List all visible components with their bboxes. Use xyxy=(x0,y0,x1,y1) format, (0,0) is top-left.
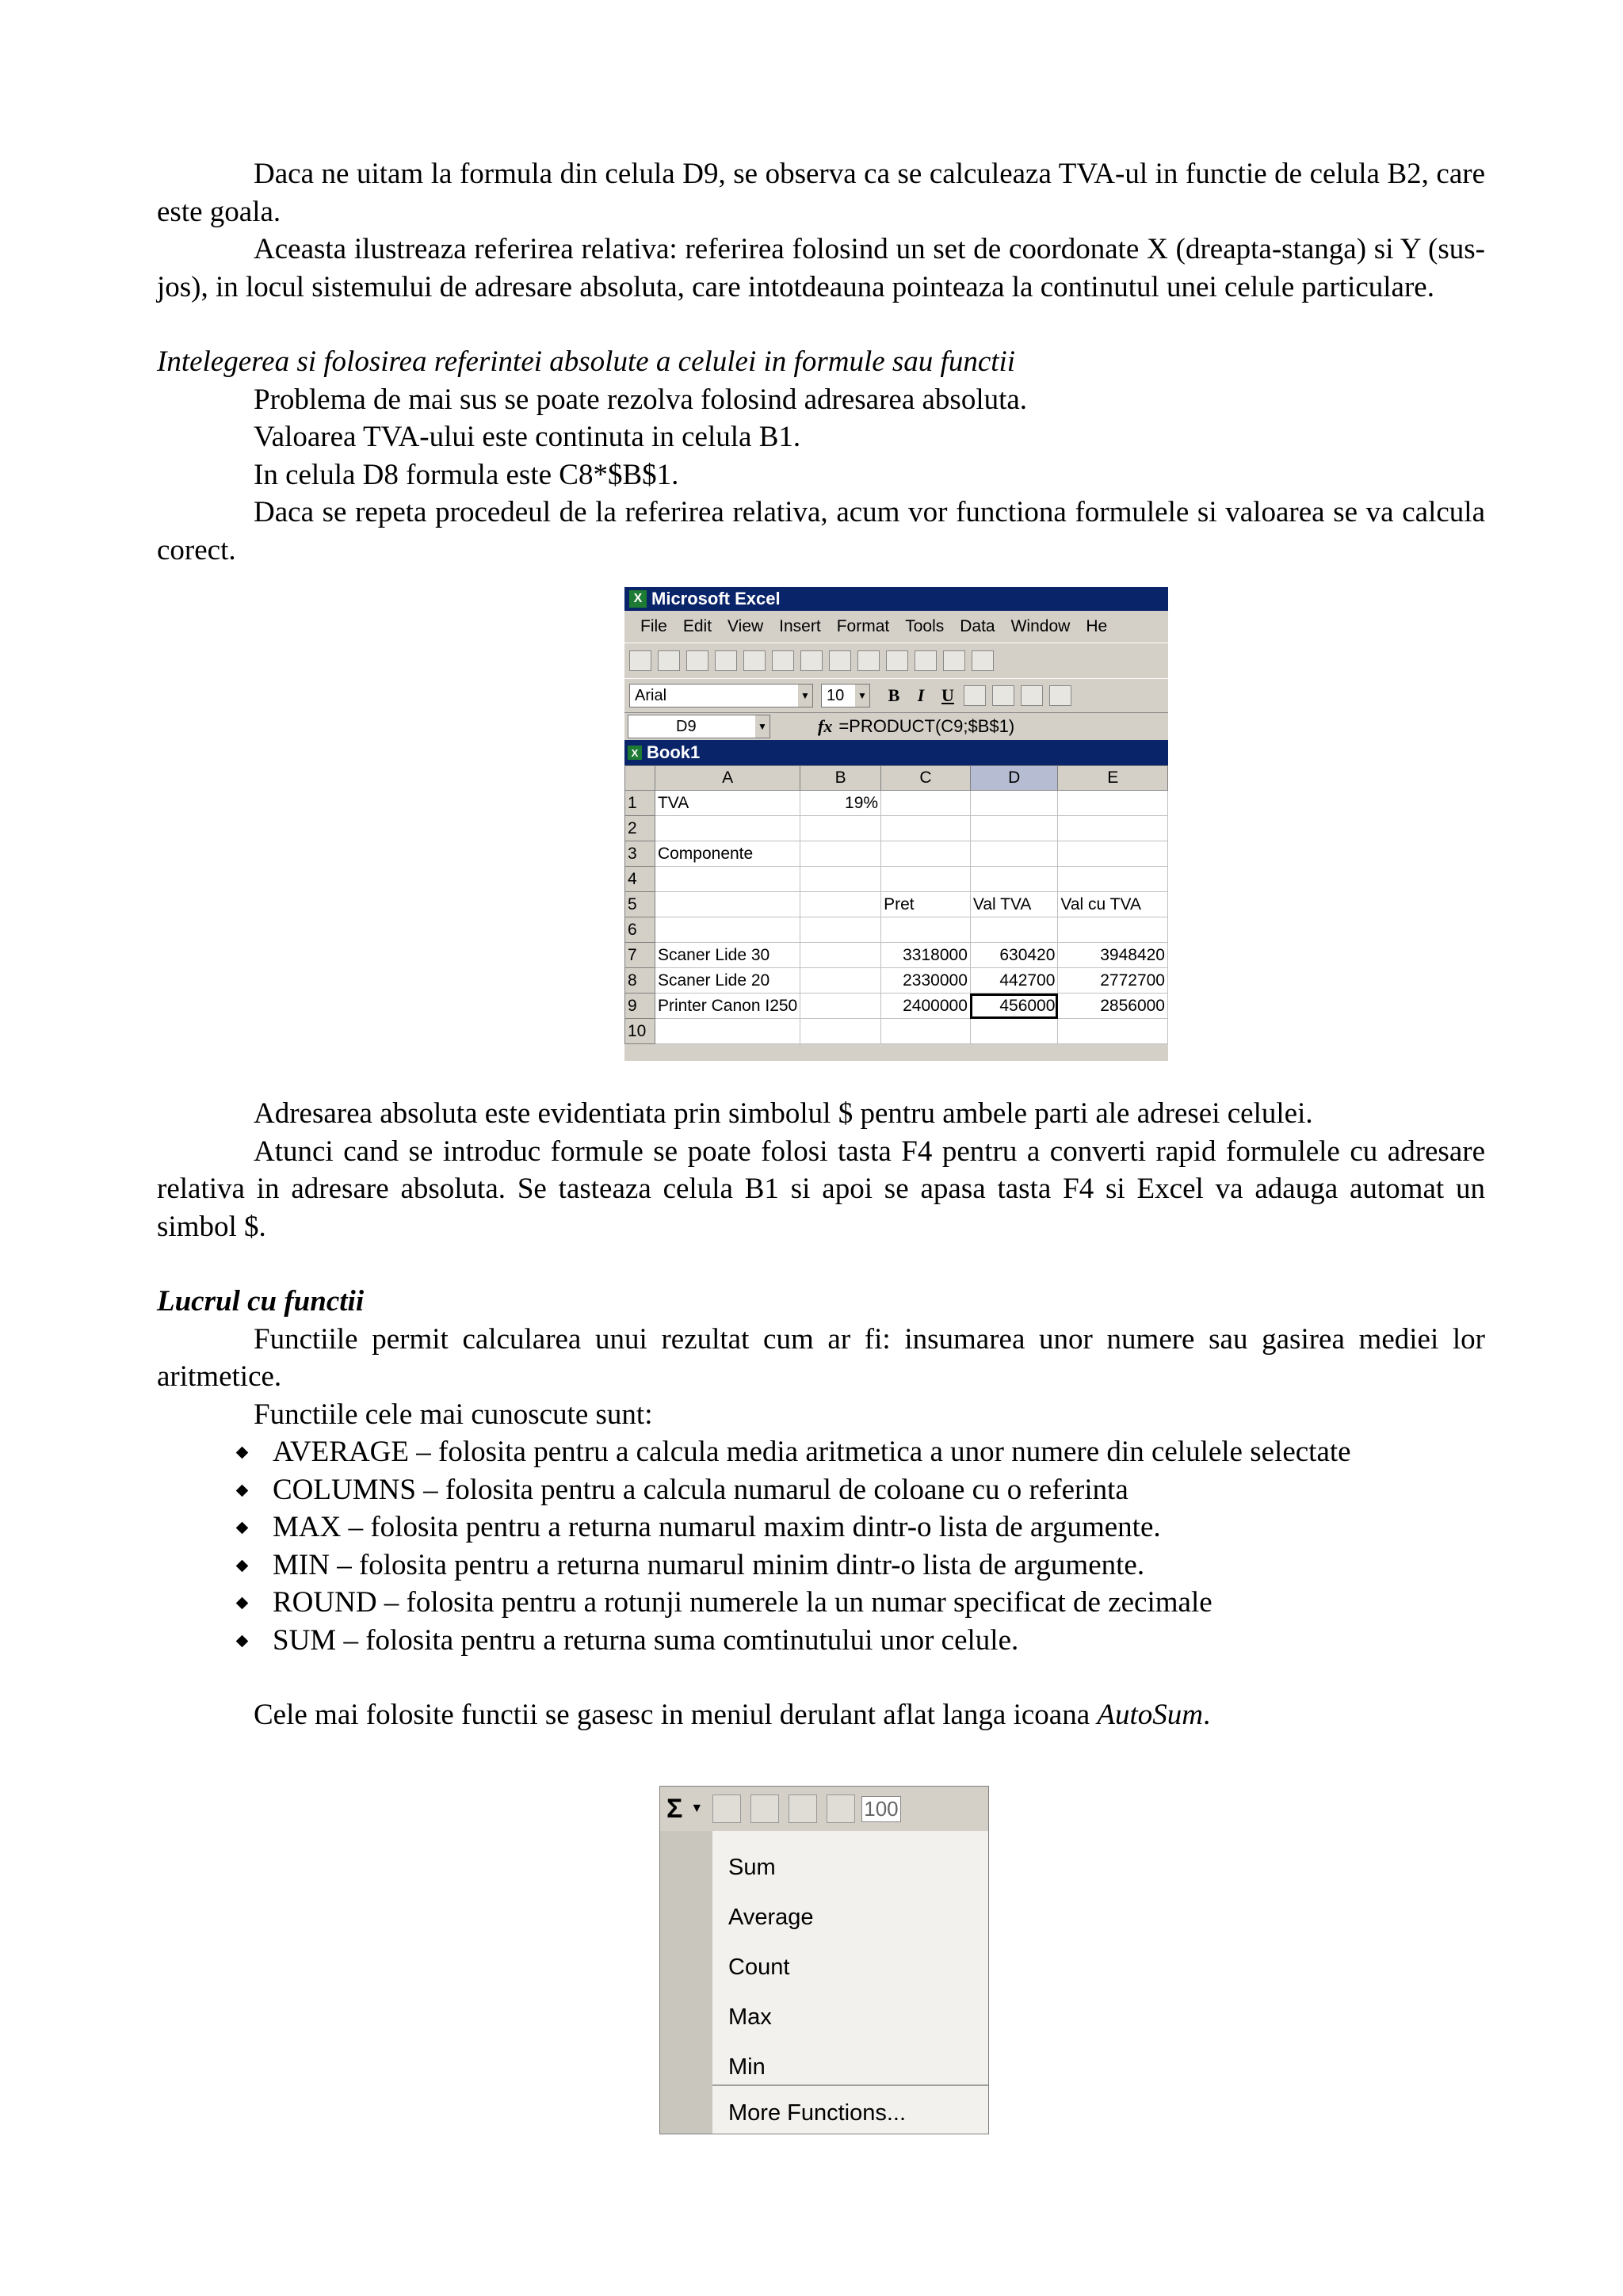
cell-c9[interactable]: 2400000 xyxy=(881,994,971,1019)
cell-c1[interactable] xyxy=(881,791,971,816)
paragraph-6: Daca se repeta procedeul de la referirea relativa, acum vor functiona formulele si valoarea se va calcula corect. xyxy=(157,496,1485,566)
cell-d5[interactable]: Val TVA xyxy=(970,892,1058,917)
cell-b2[interactable] xyxy=(800,816,881,841)
row-header[interactable]: 9 xyxy=(625,994,655,1019)
row-header[interactable]: 10 xyxy=(625,1019,655,1044)
open-icon[interactable] xyxy=(658,650,680,671)
bullet-diamond-icon xyxy=(236,1559,249,1572)
autosum-icon[interactable]: Σ xyxy=(666,1793,683,1824)
cell-d7[interactable]: 630420 xyxy=(970,943,1058,968)
paragraph-8: Atunci cand se introduc formule se poate folosi tasta F4 pentru a converti rapid formulele cu adresare relativa in adresare absoluta. Se tasteaza celula B1 si apoi se apasa tasta F4 si Excel va adauga automat un simbol $. xyxy=(157,1135,1485,1243)
save-icon[interactable] xyxy=(686,650,708,671)
menu-tools[interactable]: Tools xyxy=(905,617,945,635)
paragraph-10: Functiile cele mai cunoscute sunt: xyxy=(254,1398,653,1431)
cell-a7[interactable]: Scaner Lide 30 xyxy=(655,943,800,968)
font-size-select[interactable]: 10 ▼ xyxy=(821,684,870,707)
name-box[interactable]: D9 ▼ xyxy=(628,715,770,738)
cell-d6[interactable] xyxy=(970,917,1058,943)
menu-data[interactable]: Data xyxy=(960,617,995,635)
cell-a8[interactable]: Scaner Lide 20 xyxy=(655,968,800,994)
menu-format[interactable]: Format xyxy=(836,617,890,635)
cell-e9[interactable]: 2856000 xyxy=(1058,994,1168,1019)
chevron-down-icon[interactable]: ▼ xyxy=(855,685,869,707)
column-header-row xyxy=(625,766,1168,791)
bullet-diamond-icon xyxy=(236,1484,249,1497)
copy-icon[interactable] xyxy=(857,650,880,671)
column-header-b[interactable]: B xyxy=(800,766,881,791)
excel-app-title: Microsoft Excel xyxy=(651,589,781,608)
fx-icon[interactable]: fx xyxy=(818,716,833,736)
paragraph-3: Problema de mai sus se poate rezolva folosind adresarea absoluta. xyxy=(254,383,1028,416)
list-item: MAX – folosita pentru a returna numarul maxim dintr-o lista de argumente. xyxy=(273,1508,1485,1547)
align-center-icon[interactable] xyxy=(992,685,1014,706)
cell-c7[interactable]: 3318000 xyxy=(881,943,971,968)
table-row xyxy=(625,994,1168,1019)
bullet-diamond-icon xyxy=(236,1522,249,1535)
table-row xyxy=(625,892,1168,917)
cell-a5[interactable] xyxy=(655,892,800,917)
menu-file[interactable]: File xyxy=(640,617,667,635)
workbook-title: Book1 xyxy=(647,742,701,762)
redo-icon[interactable] xyxy=(972,650,994,671)
menu-insert[interactable]: Insert xyxy=(779,617,821,635)
cell-b9[interactable] xyxy=(800,994,881,1019)
row-header[interactable]: 5 xyxy=(625,892,655,917)
paragraph-2: Aceasta ilustreaza referirea relativa: referirea folosind un set de coordonate X (dreapta-stanga) si Y (sus-jos), in locul sistemului de adresare absoluta, care intotdeauna pointeaza la continutul unei celule particulare. xyxy=(157,233,1485,303)
menu-item-more-functions[interactable]: More Functions... xyxy=(728,2100,907,2126)
chevron-down-icon[interactable]: ▼ xyxy=(755,715,769,738)
print-preview-icon[interactable] xyxy=(772,650,794,671)
cell-e6[interactable] xyxy=(1058,917,1168,943)
row-header[interactable]: 3 xyxy=(625,841,655,867)
menu-view[interactable]: View xyxy=(727,617,764,635)
cell-d8[interactable]: 442700 xyxy=(970,968,1058,994)
cell-e3[interactable] xyxy=(1058,841,1168,867)
cell-c6[interactable] xyxy=(881,917,971,943)
table-row xyxy=(625,917,1168,943)
chevron-down-icon[interactable]: ▼ xyxy=(690,1802,704,1815)
align-right-icon[interactable] xyxy=(1021,685,1043,706)
column-header-a[interactable]: A xyxy=(655,766,800,791)
cell-e7[interactable]: 3948420 xyxy=(1058,943,1168,968)
excel-title-bar xyxy=(624,587,1168,611)
cell-b6[interactable] xyxy=(800,917,881,943)
workbook-title-bar xyxy=(624,740,1168,765)
list-item: COLUMNS – folosita pentru a calcula numarul de coloane cu o referinta xyxy=(273,1471,1485,1509)
cell-c4[interactable] xyxy=(881,867,971,892)
cell-c10[interactable] xyxy=(881,1019,971,1044)
align-left-icon[interactable] xyxy=(964,685,986,706)
standard-toolbar xyxy=(624,643,1168,679)
cell-e8[interactable]: 2772700 xyxy=(1058,968,1168,994)
document-page-lower xyxy=(157,1095,1485,1734)
table-row xyxy=(625,791,1168,816)
cell-a9[interactable]: Printer Canon I250 xyxy=(655,994,800,1019)
list-item: SUM – folosita pentru a returna suma comtinutului unor celule. xyxy=(273,1622,1485,1660)
cell-c3[interactable] xyxy=(881,841,971,867)
formatting-toolbar xyxy=(624,679,1168,713)
bullet-diamond-icon xyxy=(236,1447,249,1459)
formula-text[interactable]: =PRODUCT(C9;$B$1) xyxy=(838,716,1015,736)
list-item: AVERAGE – folosita pentru a calcula media aritmetica a unor numere din celulele selectate xyxy=(273,1433,1485,1471)
list-item: ROUND – folosita pentru a rotunji numerele la un numar specificat de zecimale xyxy=(273,1584,1485,1622)
document-page xyxy=(157,155,1485,569)
paragraph-11: Cele mai folosite functii se gasesc in meniul derulant aflat langa icoana AutoSum. xyxy=(254,1699,1211,1731)
cell-b5[interactable] xyxy=(800,892,881,917)
new-icon[interactable] xyxy=(629,650,651,671)
column-header-c[interactable]: C xyxy=(881,766,971,791)
cell-a2[interactable] xyxy=(655,816,800,841)
excel-logo-icon: X xyxy=(629,590,647,608)
row-header[interactable]: 6 xyxy=(625,917,655,943)
cell-a3[interactable]: Componente xyxy=(655,841,800,867)
spelling-icon[interactable] xyxy=(800,650,823,671)
paragraph-1: Daca ne uitam la formula din celula D9, se observa ca se calculeaza TVA-ul in functie de celula B2, care este goala. xyxy=(157,158,1485,228)
excel-screenshot xyxy=(624,587,1168,1061)
table-row xyxy=(625,943,1168,968)
worksheet-grid xyxy=(624,765,1168,1044)
merge-center-icon[interactable] xyxy=(1049,685,1071,706)
sort-ascending-icon[interactable] xyxy=(712,1794,741,1823)
formula-bar xyxy=(624,713,1168,740)
column-header-d[interactable]: D xyxy=(970,766,1058,791)
menu-item-count[interactable]: Count xyxy=(728,1955,790,1980)
format-painter-icon[interactable] xyxy=(915,650,937,671)
row-header[interactable]: 8 xyxy=(625,968,655,994)
menu-window[interactable]: Window xyxy=(1010,617,1071,635)
table-row xyxy=(625,968,1168,994)
cell-d1[interactable] xyxy=(970,791,1058,816)
row-header[interactable]: 2 xyxy=(625,816,655,841)
bullet-diamond-icon xyxy=(236,1634,249,1647)
cell-b10[interactable] xyxy=(800,1019,881,1044)
sort-descending-icon[interactable] xyxy=(750,1794,779,1823)
table-row xyxy=(625,1019,1168,1044)
cell-e10[interactable] xyxy=(1058,1019,1168,1044)
cell-b3[interactable] xyxy=(800,841,881,867)
cell-a6[interactable] xyxy=(655,917,800,943)
zoom-box[interactable]: 100 xyxy=(861,1796,900,1822)
menu-help[interactable]: He xyxy=(1086,617,1108,635)
autosum-toolbar xyxy=(660,1787,988,1832)
cell-b8[interactable] xyxy=(800,968,881,994)
section-heading-functions: Lucrul cu functii xyxy=(157,1285,365,1318)
cell-a4[interactable] xyxy=(655,867,800,892)
menu-separator xyxy=(712,2084,988,2086)
print-icon[interactable] xyxy=(743,650,766,671)
paste-icon[interactable] xyxy=(886,650,908,671)
excel-menu-bar xyxy=(624,611,1168,643)
section-heading-absolute-reference: Intelegerea si folosirea referintei absolute a celulei in formule sau functii xyxy=(157,345,1016,378)
cell-e5[interactable]: Val cu TVA xyxy=(1058,892,1168,917)
cell-e4[interactable] xyxy=(1058,867,1168,892)
row-header[interactable]: 1 xyxy=(625,791,655,816)
table-row xyxy=(625,816,1168,841)
row-header[interactable]: 4 xyxy=(625,867,655,892)
cell-d4[interactable] xyxy=(970,867,1058,892)
menu-item-average[interactable]: Average xyxy=(728,1905,814,1930)
list-item: MIN – folosita pentru a returna numarul minim dintr-o lista de argumente. xyxy=(273,1547,1485,1585)
select-all-corner[interactable] xyxy=(625,766,655,791)
bullet-diamond-icon xyxy=(236,1597,249,1610)
cut-icon[interactable] xyxy=(829,650,851,671)
paragraph-5: In celula D8 formula este C8*$B$1. xyxy=(254,458,679,491)
menu-item-max[interactable]: Max xyxy=(728,2004,772,2030)
drawing-icon[interactable] xyxy=(827,1794,855,1823)
table-row xyxy=(625,841,1168,867)
workbook-icon: X xyxy=(628,746,642,760)
cell-c2[interactable] xyxy=(881,816,971,841)
autosum-emphasis: AutoSum xyxy=(1097,1699,1204,1731)
cell-d10[interactable] xyxy=(970,1019,1058,1044)
cell-b1[interactable]: 19% xyxy=(800,791,881,816)
menu-edit[interactable]: Edit xyxy=(682,617,712,635)
functions-list xyxy=(157,1433,1485,1659)
row-header[interactable]: 7 xyxy=(625,943,655,968)
paragraph-9: Functiile permit calcularea unui rezultat cum ar fi: insumarea unor numere sau gasirea mediei lor aritmetice. xyxy=(157,1322,1485,1393)
font-select[interactable]: Arial ▼ xyxy=(629,684,813,707)
cell-d2[interactable] xyxy=(970,816,1058,841)
cell-d9[interactable]: 456000 xyxy=(970,994,1058,1019)
cell-a1[interactable]: TVA xyxy=(655,791,800,816)
cell-b7[interactable] xyxy=(800,943,881,968)
cell-c8[interactable]: 2330000 xyxy=(881,968,971,994)
cell-e2[interactable] xyxy=(1058,816,1168,841)
column-header-e[interactable]: E xyxy=(1058,766,1168,791)
autosum-dropdown-menu xyxy=(660,1831,988,2134)
table-row xyxy=(625,867,1168,892)
cell-b4[interactable] xyxy=(800,867,881,892)
chart-wizard-icon[interactable] xyxy=(789,1794,817,1823)
undo-icon[interactable] xyxy=(943,650,965,671)
cell-c5[interactable]: Pret xyxy=(881,892,971,917)
bold-icon[interactable]: B xyxy=(888,685,900,705)
paragraph-7: Adresarea absoluta este evidentiata prin simbolul $ pentru ambele parti ale adresei celulei. xyxy=(254,1097,1313,1130)
underline-icon[interactable]: U xyxy=(941,685,954,705)
permission-icon[interactable] xyxy=(715,650,737,671)
paragraph-4: Valoarea TVA-ului este continuta in celula B1. xyxy=(254,421,801,453)
cell-d3[interactable] xyxy=(970,841,1058,867)
chevron-down-icon[interactable]: ▼ xyxy=(798,685,812,707)
cell-a10[interactable] xyxy=(655,1019,800,1044)
menu-item-sum[interactable]: Sum xyxy=(728,1855,776,1880)
autosum-menu-screenshot xyxy=(659,1786,989,2134)
cell-e1[interactable] xyxy=(1058,791,1168,816)
italic-icon[interactable]: I xyxy=(917,685,925,705)
menu-item-min[interactable]: Min xyxy=(728,2054,766,2080)
